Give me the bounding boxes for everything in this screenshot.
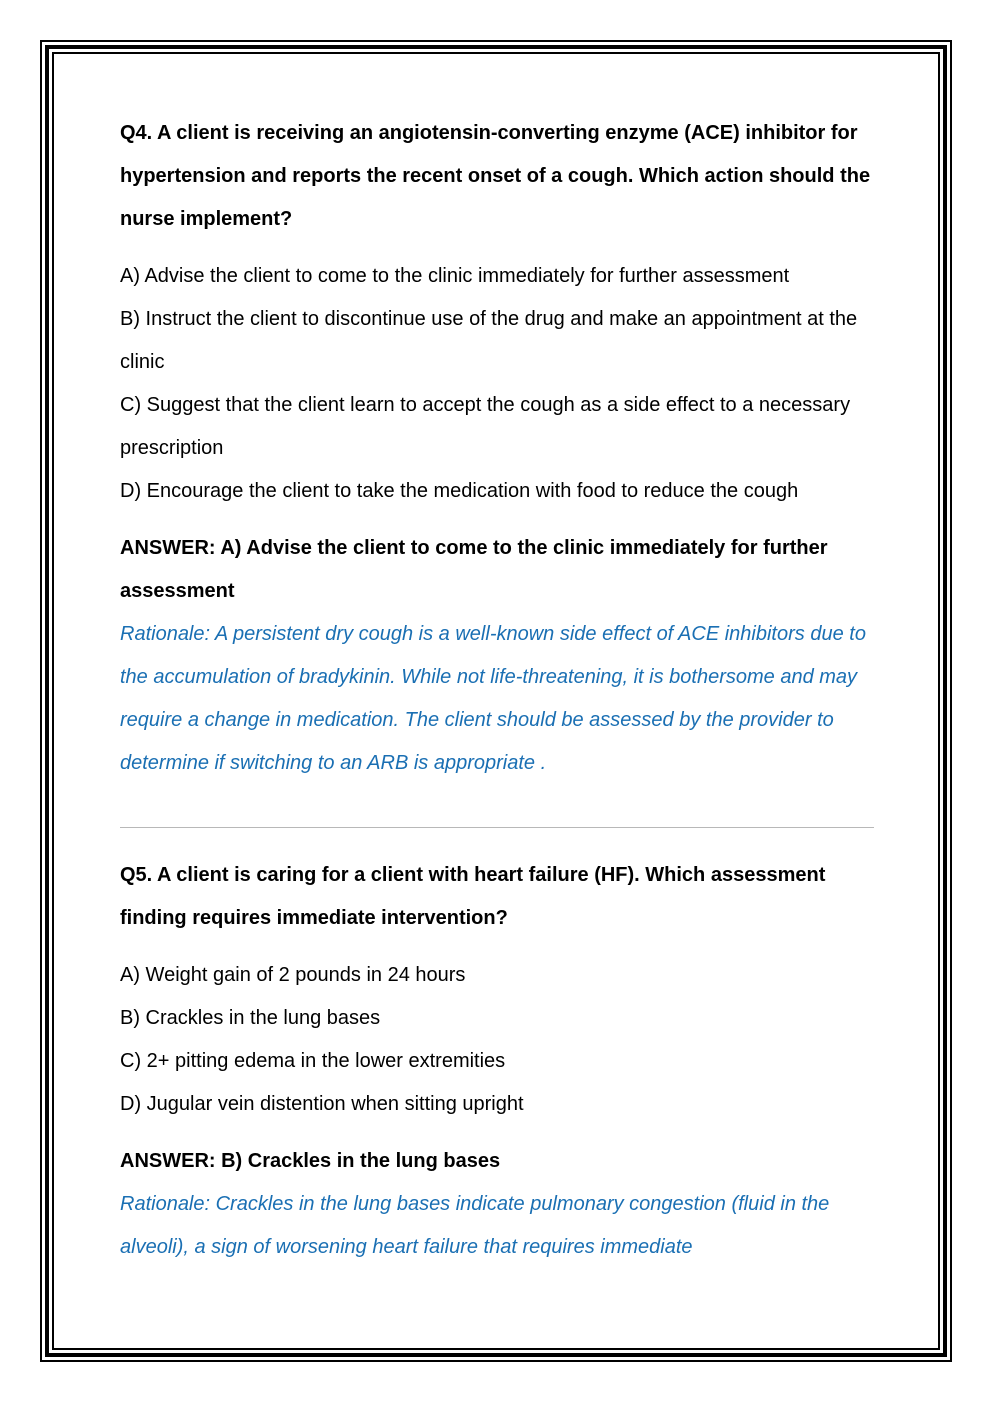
section-divider: [120, 827, 874, 828]
option-a: A) Weight gain of 2 pounds in 24 hours: [120, 964, 466, 986]
question-block-q5: [120, 854, 874, 1269]
option-b: B) Crackles in the lung bases: [120, 1007, 381, 1029]
options-list: [120, 255, 874, 513]
document-content: [120, 112, 874, 1269]
option-c: C) Suggest that the client learn to accept the cough as a side effect to a necessary prescription: [120, 394, 851, 459]
options-list: [120, 954, 874, 1126]
option-d: D) Jugular vein distention when sitting upright: [120, 1093, 524, 1115]
question-text: Q4. A client is receiving an angiotensin-converting enzyme (ACE) inhibitor for hypertension and reports the recent onset of a cough. Which action should the nurse implement?: [120, 122, 871, 230]
question-text: Q5. A client is caring for a client with heart failure (HF). Which assessment finding requires immediate intervention?: [120, 864, 826, 929]
rationale-text: Rationale: Crackles in the lung bases indicate pulmonary congestion (fluid in the alveoli), a sign of worsening heart failure that requires immediate: [120, 1193, 830, 1258]
answer-text: ANSWER: A) Advise the client to come to the clinic immediately for further assessment: [120, 537, 828, 602]
rationale-text: Rationale: A persistent dry cough is a well-known side effect of ACE inhibitors due to the accumulation of bradykinin. While not life-threatening, it is bothersome and may require a change in medication. The client should be assessed by the provider to determine if switching to an ARB is appropriate .: [120, 623, 866, 774]
option-d: D) Encourage the client to take the medication with food to reduce the cough: [120, 480, 799, 502]
option-a: A) Advise the client to come to the clinic immediately for further assessment: [120, 265, 790, 287]
option-b: B) Instruct the client to discontinue use of the drug and make an appointment at the clinic: [120, 308, 858, 373]
answer-text: ANSWER: B) Crackles in the lung bases: [120, 1150, 501, 1172]
question-block-q4: [120, 112, 874, 785]
option-c: C) 2+ pitting edema in the lower extremities: [120, 1050, 506, 1072]
